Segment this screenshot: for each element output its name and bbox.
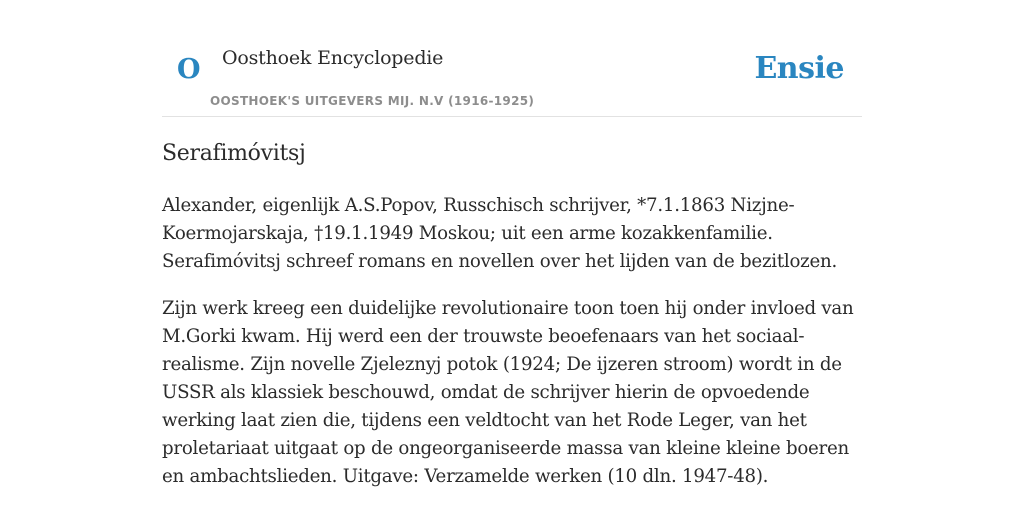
logo-icon[interactable]: O — [177, 54, 201, 85]
article-paragraph: Zijn werk kreeg een duidelijke revolutionaire toon toen hij onder invloed van M.Gorki kwam. Hij werd een der trouwste beoefenaars van het sociaal-realisme. Zijn novelle Zjeleznyj potok (1924; De ijzeren stroom) wordt in de USSR als klassiek beschouwd, omdat de schrijver hierin de opvoedende werking laat zien die, tijdens een veldtocht van het Rode Leger, van het proletariaat uitgaat op de ongeorganiseerde massa van kleine kleine boeren en ambachtslieden. Uitgave: Verzamelde werken (10 dln. 1947-48). — [162, 298, 854, 487]
article-title: Serafimóvitsj — [162, 141, 306, 166]
publisher-label: OOSTHOEK'S UITGEVERS MIJ. N.V (1916-1925) — [210, 94, 535, 108]
brand-logo[interactable]: Ensie — [754, 51, 844, 86]
encyclopedia-title[interactable]: Oosthoek Encyclopedie — [222, 47, 444, 69]
site-header — [162, 0, 862, 117]
article-paragraph: Alexander, eigenlijk A.S.Popov, Russchisch schrijver, *7.1.1863 Nizjne-Koermojarskaja, †19.1.1949 Moskou; uit een arme kozakkenfamilie. Serafimóvitsj schreef romans en novellen over het lijden van de bezitlozen. — [162, 195, 838, 272]
article — [162, 138, 862, 491]
